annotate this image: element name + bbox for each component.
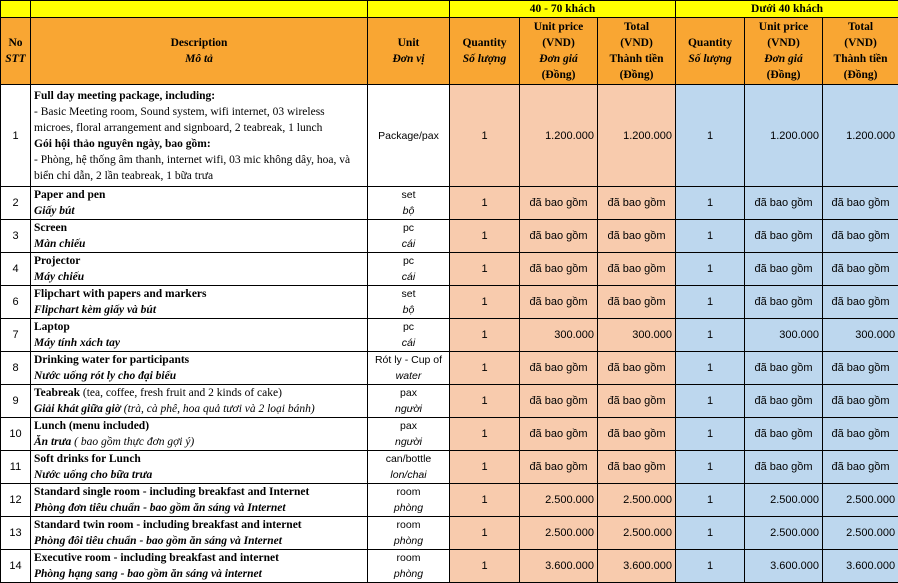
- row-description: [31, 418, 368, 451]
- row-price-a: 300.000: [520, 319, 598, 352]
- row-qty-b: 1: [676, 385, 745, 418]
- row-qty-a: 1: [450, 319, 520, 352]
- item-name-en: Executive room - including breakfast and internet: [34, 552, 279, 564]
- row-qty-a: 1: [450, 484, 520, 517]
- row-qty-a: 1: [450, 550, 520, 583]
- unit-vi: người: [371, 401, 446, 417]
- col-total-en: Total: [601, 19, 672, 35]
- col-desc-header: [31, 18, 368, 85]
- group-under-40-header: Dưới 40 khách: [676, 1, 898, 18]
- row-price-b: 1.200.000: [745, 85, 823, 187]
- col-qty-vi: Số lượng: [453, 51, 516, 67]
- row-unit: [368, 550, 450, 583]
- row-unit: [368, 418, 450, 451]
- package-title-vi: Gói hội thảo nguyên ngày, bao gồm:: [34, 136, 364, 152]
- col-total-currency: (VND): [826, 35, 895, 51]
- row-no: 14: [1, 550, 31, 583]
- row-price-b: đã bao gồm: [745, 385, 823, 418]
- row-price-a: 3.600.000: [520, 550, 598, 583]
- col-total-vi: Thành tiền: [826, 51, 895, 67]
- row-total-b: đã bao gồm: [823, 220, 898, 253]
- item-note-vi: ( bao gồm thực đơn gợi ý): [71, 436, 194, 448]
- row-total-b: đã bao gồm: [823, 253, 898, 286]
- unit-en: Rót ly - Cup of: [371, 352, 446, 368]
- item-name-en: Laptop: [34, 321, 70, 333]
- row-price-a: đã bao gồm: [520, 220, 598, 253]
- row-no: 13: [1, 517, 31, 550]
- col-price-en: Unit price: [748, 19, 819, 35]
- item-name-vi: Giấy bút: [34, 205, 75, 217]
- row-price-a: 2.500.000: [520, 484, 598, 517]
- row-qty-a: 1: [450, 451, 520, 484]
- unit-en: set: [371, 187, 446, 203]
- row-price-b: 3.600.000: [745, 550, 823, 583]
- item-name-vi: Máy tính xách tay: [34, 337, 120, 349]
- row-total-a: đã bao gồm: [598, 253, 676, 286]
- row-qty-b: 1: [676, 319, 745, 352]
- row-total-a: 1.200.000: [598, 85, 676, 187]
- col-desc-vi: Mô tả: [34, 51, 364, 67]
- column-header-row: [1, 18, 898, 85]
- col-unit-vi: Đơn vị: [371, 51, 446, 67]
- row-qty-b: 1: [676, 187, 745, 220]
- row-description: [31, 352, 368, 385]
- item-name-vi: Giải khát giữa giờ: [34, 403, 121, 415]
- row-no: 12: [1, 484, 31, 517]
- row-no: 8: [1, 352, 31, 385]
- row-no: 2: [1, 187, 31, 220]
- package-title-en: Full day meeting package, including:: [34, 88, 364, 104]
- table-row: [1, 352, 898, 385]
- item-note-en: (tea, coffee, fresh fruit and 2 kinds of cake): [80, 387, 282, 399]
- row-total-a: đã bao gồm: [598, 286, 676, 319]
- col-total-currency-vi: (Đồng): [826, 67, 895, 83]
- col-price-currency: (VND): [748, 35, 819, 51]
- col-total-en: Total: [826, 19, 895, 35]
- item-name-vi: Flipchart kèm giấy và bút: [34, 304, 156, 316]
- item-name-en: Lunch (menu included): [34, 420, 149, 432]
- row-total-a: 2.500.000: [598, 517, 676, 550]
- row-description: [31, 451, 368, 484]
- item-name-vi: Phòng đôi tiêu chuẩn - bao gồm ăn sáng và Internet: [34, 535, 282, 547]
- empty-cell: [368, 1, 450, 18]
- row-no: 10: [1, 418, 31, 451]
- row-qty-b: 1: [676, 517, 745, 550]
- col-price-a-header: [520, 18, 598, 85]
- row-unit: [368, 253, 450, 286]
- row-description: [31, 253, 368, 286]
- row-qty-b: 1: [676, 220, 745, 253]
- col-unit-header: [368, 18, 450, 85]
- item-name-en: Teabreak: [34, 387, 80, 399]
- col-qty-vi: Số lượng: [679, 51, 741, 67]
- row-price-a: đã bao gồm: [520, 286, 598, 319]
- row-total-a: đã bao gồm: [598, 187, 676, 220]
- unit-vi: cái: [371, 335, 446, 351]
- unit-en: room: [371, 484, 446, 500]
- group-40-70-header: 40 - 70 khách: [450, 1, 676, 18]
- row-price-a: đã bao gồm: [520, 187, 598, 220]
- unit-vi: phòng: [371, 566, 446, 582]
- row-price-b: 300.000: [745, 319, 823, 352]
- col-desc-en: Description: [34, 35, 364, 51]
- row-qty-b: 1: [676, 484, 745, 517]
- table-row: [1, 286, 898, 319]
- item-name-vi: Nước uống cho bữa trưa: [34, 469, 152, 481]
- unit-vi: water: [371, 368, 446, 384]
- item-name-en: Standard twin room - including breakfast and internet: [34, 519, 302, 531]
- row-total-b: 2.500.000: [823, 484, 898, 517]
- row-price-a: 1.200.000: [520, 85, 598, 187]
- row-qty-a: 1: [450, 385, 520, 418]
- row-no: 6: [1, 286, 31, 319]
- row-total-a: đã bao gồm: [598, 385, 676, 418]
- row-qty-b: 1: [676, 550, 745, 583]
- row-qty-a: 1: [450, 352, 520, 385]
- unit-vi: phòng: [371, 533, 446, 549]
- table-row: [1, 220, 898, 253]
- row-no: 11: [1, 451, 31, 484]
- row-total-a: 300.000: [598, 319, 676, 352]
- unit-vi: phòng: [371, 500, 446, 516]
- item-name-vi: Máy chiếu: [34, 271, 84, 283]
- row-description: [31, 220, 368, 253]
- table-row: [1, 187, 898, 220]
- unit-vi: người: [371, 434, 446, 450]
- unit-en: pax: [371, 385, 446, 401]
- unit-en: set: [371, 286, 446, 302]
- item-name-en: Paper and pen: [34, 189, 105, 201]
- col-total-vi: Thành tiền: [601, 51, 672, 67]
- table-row: [1, 385, 898, 418]
- row-price-b: đã bao gồm: [745, 286, 823, 319]
- row-qty-b: 1: [676, 451, 745, 484]
- row-qty-a: 1: [450, 418, 520, 451]
- empty-cell: [1, 1, 31, 18]
- row-unit: [368, 352, 450, 385]
- row-price-a: đã bao gồm: [520, 352, 598, 385]
- unit-en: pax: [371, 418, 446, 434]
- table-row: [1, 418, 898, 451]
- row-price-b: đã bao gồm: [745, 220, 823, 253]
- row-qty-b: 1: [676, 352, 745, 385]
- row-qty-a: 1: [450, 253, 520, 286]
- row-unit: [368, 451, 450, 484]
- item-name-vi: Phòng hạng sang - bao gồm ăn sáng và internet: [34, 568, 262, 580]
- col-price-vi: Đơn giá: [748, 51, 819, 67]
- row-total-a: 3.600.000: [598, 550, 676, 583]
- row-price-b: đã bao gồm: [745, 418, 823, 451]
- item-name-en: Projector: [34, 255, 80, 267]
- row-unit: Package/pax: [368, 85, 450, 187]
- col-qty-b-header: [676, 18, 745, 85]
- row-total-b: 2.500.000: [823, 517, 898, 550]
- col-qty-a-header: [450, 18, 520, 85]
- row-price-a: đã bao gồm: [520, 253, 598, 286]
- table-row: [1, 484, 898, 517]
- row-description: [31, 85, 368, 187]
- row-unit: [368, 286, 450, 319]
- row-total-b: đã bao gồm: [823, 418, 898, 451]
- row-qty-a: 1: [450, 85, 520, 187]
- row-description: [31, 319, 368, 352]
- col-total-b-header: [823, 18, 898, 85]
- col-price-currency: (VND): [523, 35, 594, 51]
- row-total-a: 2.500.000: [598, 484, 676, 517]
- unit-vi: bộ: [371, 302, 446, 318]
- col-no-vi: STT: [4, 51, 27, 67]
- unit-en: pc: [371, 253, 446, 269]
- row-unit: [368, 319, 450, 352]
- row-total-b: đã bao gồm: [823, 286, 898, 319]
- row-description: [31, 187, 368, 220]
- row-unit: [368, 385, 450, 418]
- col-total-currency: (VND): [601, 35, 672, 51]
- group-header-row: [1, 1, 898, 18]
- col-total-a-header: [598, 18, 676, 85]
- col-total-currency-vi: (Đồng): [601, 67, 672, 83]
- row-price-a: đã bao gồm: [520, 451, 598, 484]
- row-description: [31, 385, 368, 418]
- table-row: [1, 319, 898, 352]
- empty-cell: [31, 1, 368, 18]
- row-price-b: đã bao gồm: [745, 187, 823, 220]
- row-price-b: đã bao gồm: [745, 253, 823, 286]
- row-total-b: đã bao gồm: [823, 187, 898, 220]
- row-total-b: 300.000: [823, 319, 898, 352]
- row-total-a: đã bao gồm: [598, 451, 676, 484]
- row-price-b: đã bao gồm: [745, 352, 823, 385]
- col-price-b-header: [745, 18, 823, 85]
- row-total-b: 1.200.000: [823, 85, 898, 187]
- item-name-vi: Ăn trưa: [34, 436, 71, 448]
- table-row: [1, 253, 898, 286]
- col-qty-en: Quantity: [679, 35, 741, 51]
- item-name-vi: Màn chiếu: [34, 238, 85, 250]
- unit-vi: cái: [371, 269, 446, 285]
- row-total-b: 3.600.000: [823, 550, 898, 583]
- item-note-vi: (trà, cà phê, hoa quả tươi và 2 loại bánh): [121, 403, 315, 415]
- row-price-a: đã bao gồm: [520, 418, 598, 451]
- col-no-header: [1, 18, 31, 85]
- item-name-vi: Nước uống rót ly cho đại biểu: [34, 370, 176, 382]
- row-qty-b: 1: [676, 85, 745, 187]
- item-name-en: Standard single room - including breakfast and Internet: [34, 486, 309, 498]
- row-no: 1: [1, 85, 31, 187]
- row-qty-b: 1: [676, 253, 745, 286]
- row-total-b: đã bao gồm: [823, 385, 898, 418]
- row-price-a: 2.500.000: [520, 517, 598, 550]
- item-name-en: Soft drinks for Lunch: [34, 453, 141, 465]
- row-no: 3: [1, 220, 31, 253]
- row-unit: [368, 187, 450, 220]
- row-price-b: 2.500.000: [745, 517, 823, 550]
- col-qty-en: Quantity: [453, 35, 516, 51]
- row-description: [31, 517, 368, 550]
- row-qty-b: 1: [676, 418, 745, 451]
- row-unit: [368, 517, 450, 550]
- col-unit-en: Unit: [371, 35, 446, 51]
- row-qty-a: 1: [450, 286, 520, 319]
- table-row-package: [1, 85, 898, 187]
- row-unit: [368, 484, 450, 517]
- col-price-currency-vi: (Đồng): [748, 67, 819, 83]
- table-row: [1, 550, 898, 583]
- row-total-b: đã bao gồm: [823, 451, 898, 484]
- item-name-en: Drinking water for participants: [34, 354, 189, 366]
- row-no: 4: [1, 253, 31, 286]
- item-name-vi: Phòng đơn tiêu chuẩn - bao gồm ăn sáng và Internet: [34, 502, 286, 514]
- package-body-en: - Basic Meeting room, Sound system, wifi internet, 03 wireless microes, floral arrangement and signboard, 2 teabreak, 1 lunch: [34, 104, 364, 136]
- unit-en: pc: [371, 220, 446, 236]
- package-body-vi: - Phòng, hệ thống âm thanh, internet wifi, 03 mic không dây, hoa, và biển chỉ dẫn, 2 lần teabreak, 1 bữa trưa: [34, 152, 364, 184]
- item-name-en: Flipchart with papers and markers: [34, 288, 207, 300]
- row-price-a: đã bao gồm: [520, 385, 598, 418]
- row-price-b: 2.500.000: [745, 484, 823, 517]
- col-price-vi: Đơn giá: [523, 51, 594, 67]
- row-unit: [368, 220, 450, 253]
- unit-en: room: [371, 550, 446, 566]
- row-price-b: đã bao gồm: [745, 451, 823, 484]
- row-no: 7: [1, 319, 31, 352]
- col-no-en: No: [4, 35, 27, 51]
- item-name-en: Screen: [34, 222, 67, 234]
- row-total-a: đã bao gồm: [598, 418, 676, 451]
- row-description: [31, 484, 368, 517]
- unit-vi: lon/chai: [371, 467, 446, 483]
- unit-vi: bộ: [371, 203, 446, 219]
- row-description: [31, 550, 368, 583]
- unit-en: pc: [371, 319, 446, 335]
- table-row: [1, 451, 898, 484]
- col-price-en: Unit price: [523, 19, 594, 35]
- row-no: 9: [1, 385, 31, 418]
- unit-vi: cái: [371, 236, 446, 252]
- row-total-b: đã bao gồm: [823, 352, 898, 385]
- unit-en: can/bottle: [371, 451, 446, 467]
- row-qty-a: 1: [450, 517, 520, 550]
- unit-en: room: [371, 517, 446, 533]
- row-description: [31, 286, 368, 319]
- row-qty-a: 1: [450, 187, 520, 220]
- row-total-a: đã bao gồm: [598, 220, 676, 253]
- row-qty-a: 1: [450, 220, 520, 253]
- row-total-a: đã bao gồm: [598, 352, 676, 385]
- row-qty-b: 1: [676, 286, 745, 319]
- col-price-currency-vi: (Đồng): [523, 67, 594, 83]
- table-row: [1, 517, 898, 550]
